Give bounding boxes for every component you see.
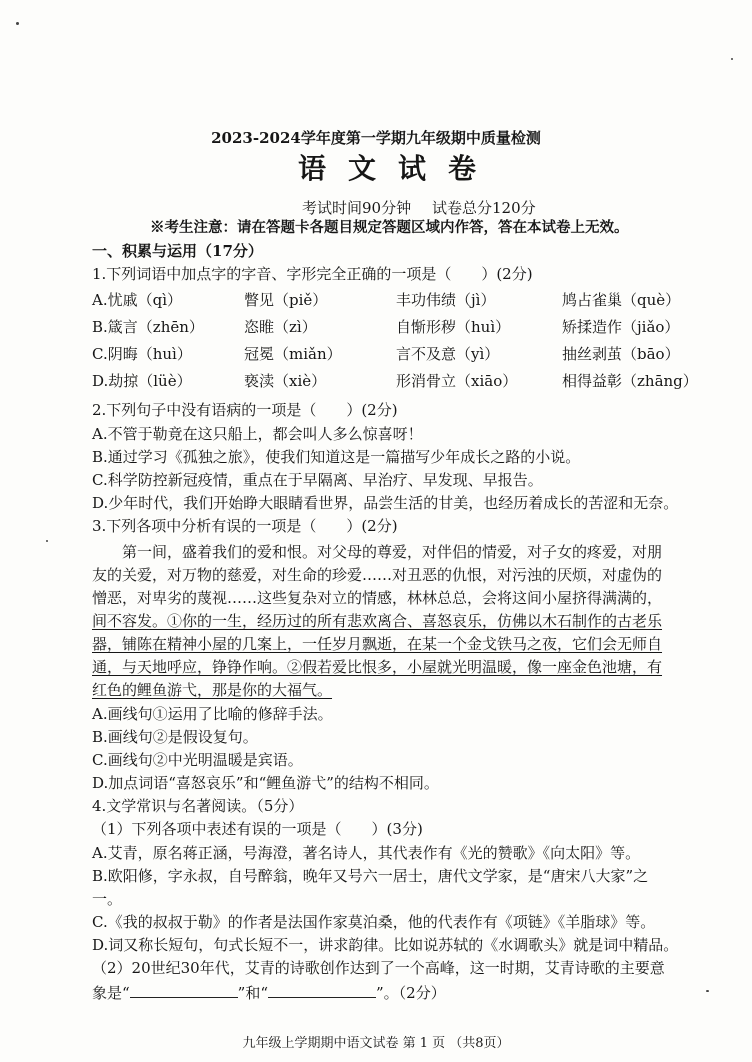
scan-speck xyxy=(46,540,48,542)
q2-option-a: A.不管于勒竟在这只船上，都会叫人多么惊喜呀！ xyxy=(92,425,423,443)
exam-notice: ※考生注意：请在答题卡各题目规定答题区域内作答，答在本试卷上无效。 xyxy=(150,219,629,236)
passage-line-underlined: 红色的鲤鱼游弋，那是你的大福气。 xyxy=(92,681,333,699)
q1-row-b-item: 矫揉造作（jiǎo） xyxy=(562,318,680,336)
q4-sub2-suffix: ”。（2分） xyxy=(376,984,446,1002)
passage-line-underlined: 器，铺陈在精神小屋的几案上，一任岁月飘逝，在某一个金戈铁马之夜，它们会无师自 xyxy=(92,635,663,653)
q1-row-a-item: 丰功伟绩（jì） xyxy=(396,291,496,309)
q3-stem: 3.下列各项中分析有误的一项是（ ）(2分) xyxy=(92,517,398,535)
q4-option-b-cont: 一。 xyxy=(92,890,123,908)
scan-speck xyxy=(731,58,733,60)
q4-sub2-prefix: 象是“ xyxy=(92,984,130,1002)
q2-stem: 2.下列句子中没有语病的一项是（ ）(2分) xyxy=(92,401,398,419)
q4-sub1-stem: （1）下列各项中表述有误的一项是（ ）(3分) xyxy=(92,820,423,838)
q1-row-c-item: C.阴晦（huì） xyxy=(92,345,192,363)
passage-line: 第一间，盛着我们的爱和恨。对父母的尊爱，对伴侣的情爱，对子女的疼爱，对朋 xyxy=(122,543,663,561)
q4-sub2-line2 xyxy=(92,981,446,1003)
q1-row-c-item: 冠冕（miǎn） xyxy=(244,345,342,363)
passage-line-underlined: 间不容发。①你的一生，经历过的所有悲欢离合、喜怒哀乐，仿佛以木石制作的古老乐 xyxy=(92,612,663,630)
q4-option-c: C.《我的叔叔于勒》的作者是法国作家莫泊桑，他的代表作有《项链》《羊脂球》等。 xyxy=(92,913,656,931)
exam-time: 考试时间90分钟 xyxy=(302,199,412,217)
q4-option-d: D.词又称长短句，句式长短不一，讲求韵律。比如说苏轼的《水调歌头》就是词中精品。 xyxy=(92,936,679,954)
page-footer: 九年级上学期期中语文试卷 第 1 页 （共8页） xyxy=(242,1036,510,1051)
passage-line-underlined: 通，与天地呼应，铮铮作响。②假若爱比恨多，小屋就光明温暖，像一座金色池塘，有 xyxy=(92,658,663,676)
q1-row-b-item: 恣睢（zì） xyxy=(244,318,317,336)
section-1-title: 一、积累与运用（17分） xyxy=(92,242,263,260)
q2-option-d: D.少年时代，我们开始睁大眼睛看世界，品尝生活的甘美，也经历着成长的苦涩和无奈。 xyxy=(92,494,679,512)
q1-row-d-item: 形消骨立（xiāo） xyxy=(396,372,518,390)
q4-option-b: B.欧阳修，字永叔，自号醉翁，晚年又号六一居士，唐代文学家，是“唐宋八大家”之 xyxy=(92,867,649,885)
q4-sub2-line1: （2）20世纪30年代，艾青的诗歌创作达到了一个高峰，这一时期，艾青诗歌的主要意 xyxy=(92,959,665,977)
q1-row-d-item: 相得益彰（zhāng） xyxy=(562,372,698,390)
scan-speck xyxy=(16,22,19,25)
q1-row-c-item: 言不及意（yì） xyxy=(396,345,500,363)
q1-row-b-item: 自惭形秽（huì） xyxy=(396,318,511,336)
q1-stem: 1.下列词语中加点字的字音、字形完全正确的一项是（ ）(2分) xyxy=(92,265,533,283)
q3-option-a: A.画线句①运用了比喻的修辞手法。 xyxy=(92,705,333,723)
q4-stem: 4.文学常识与名著阅读。（5分） xyxy=(92,797,304,815)
q1-row-a-item: 瞥见（piě） xyxy=(244,291,328,309)
passage-line: 憎恶，对卑劣的蔑视……这些复杂对立的情感，林林总总，会将这间小屋挤得满满的， xyxy=(92,589,663,607)
scan-speck xyxy=(706,990,709,992)
q1-row-b-item: B.箴言（zhēn） xyxy=(92,318,204,336)
q3-option-b: B.画线句②是假设复句。 xyxy=(92,728,258,746)
exam-title: 2023-2024学年度第一学期九年级期中质量检测 xyxy=(211,129,541,147)
passage-line: 友的关爱，对万物的慈爱，对生命的珍爱……对丑恶的仇恨，对污浊的厌烦，对虚伪的 xyxy=(92,566,663,584)
q3-option-c: C.画线句②中光明温暖是宾语。 xyxy=(92,751,303,769)
q2-option-b: B.通过学习《孤独之旅》，使我们知道这是一篇描写少年成长之路的小说。 xyxy=(92,448,581,466)
answer-blank-2[interactable] xyxy=(268,981,376,998)
q1-row-d-item: D.劫掠（lüè） xyxy=(92,372,192,390)
q1-row-a-item: A.忧戚（qì） xyxy=(92,291,183,309)
q4-option-a: A.艾青，原名蒋正涵，号海澄，著名诗人，其代表作有《光的赞歌》《向太阳》等。 xyxy=(92,844,641,862)
answer-blank-1[interactable] xyxy=(130,981,238,998)
q1-row-a-item: 鸠占雀巢（què） xyxy=(562,291,681,309)
exam-total-score: 试卷总分120分 xyxy=(432,199,536,217)
q2-option-c: C.科学防控新冠疫情，重点在于早隔离、早治疗、早发现、早报告。 xyxy=(92,471,543,489)
subject-title: 语文试卷 xyxy=(297,152,498,185)
q3-option-d: D.加点词语“喜怒哀乐”和“鲤鱼游弋”的结构不相同。 xyxy=(92,774,439,792)
q1-row-d-item: 亵渎（xiè） xyxy=(244,372,327,390)
q4-sub2-mid: ”和“ xyxy=(237,984,269,1002)
q1-row-c-item: 抽丝剥茧（bāo） xyxy=(562,345,680,363)
